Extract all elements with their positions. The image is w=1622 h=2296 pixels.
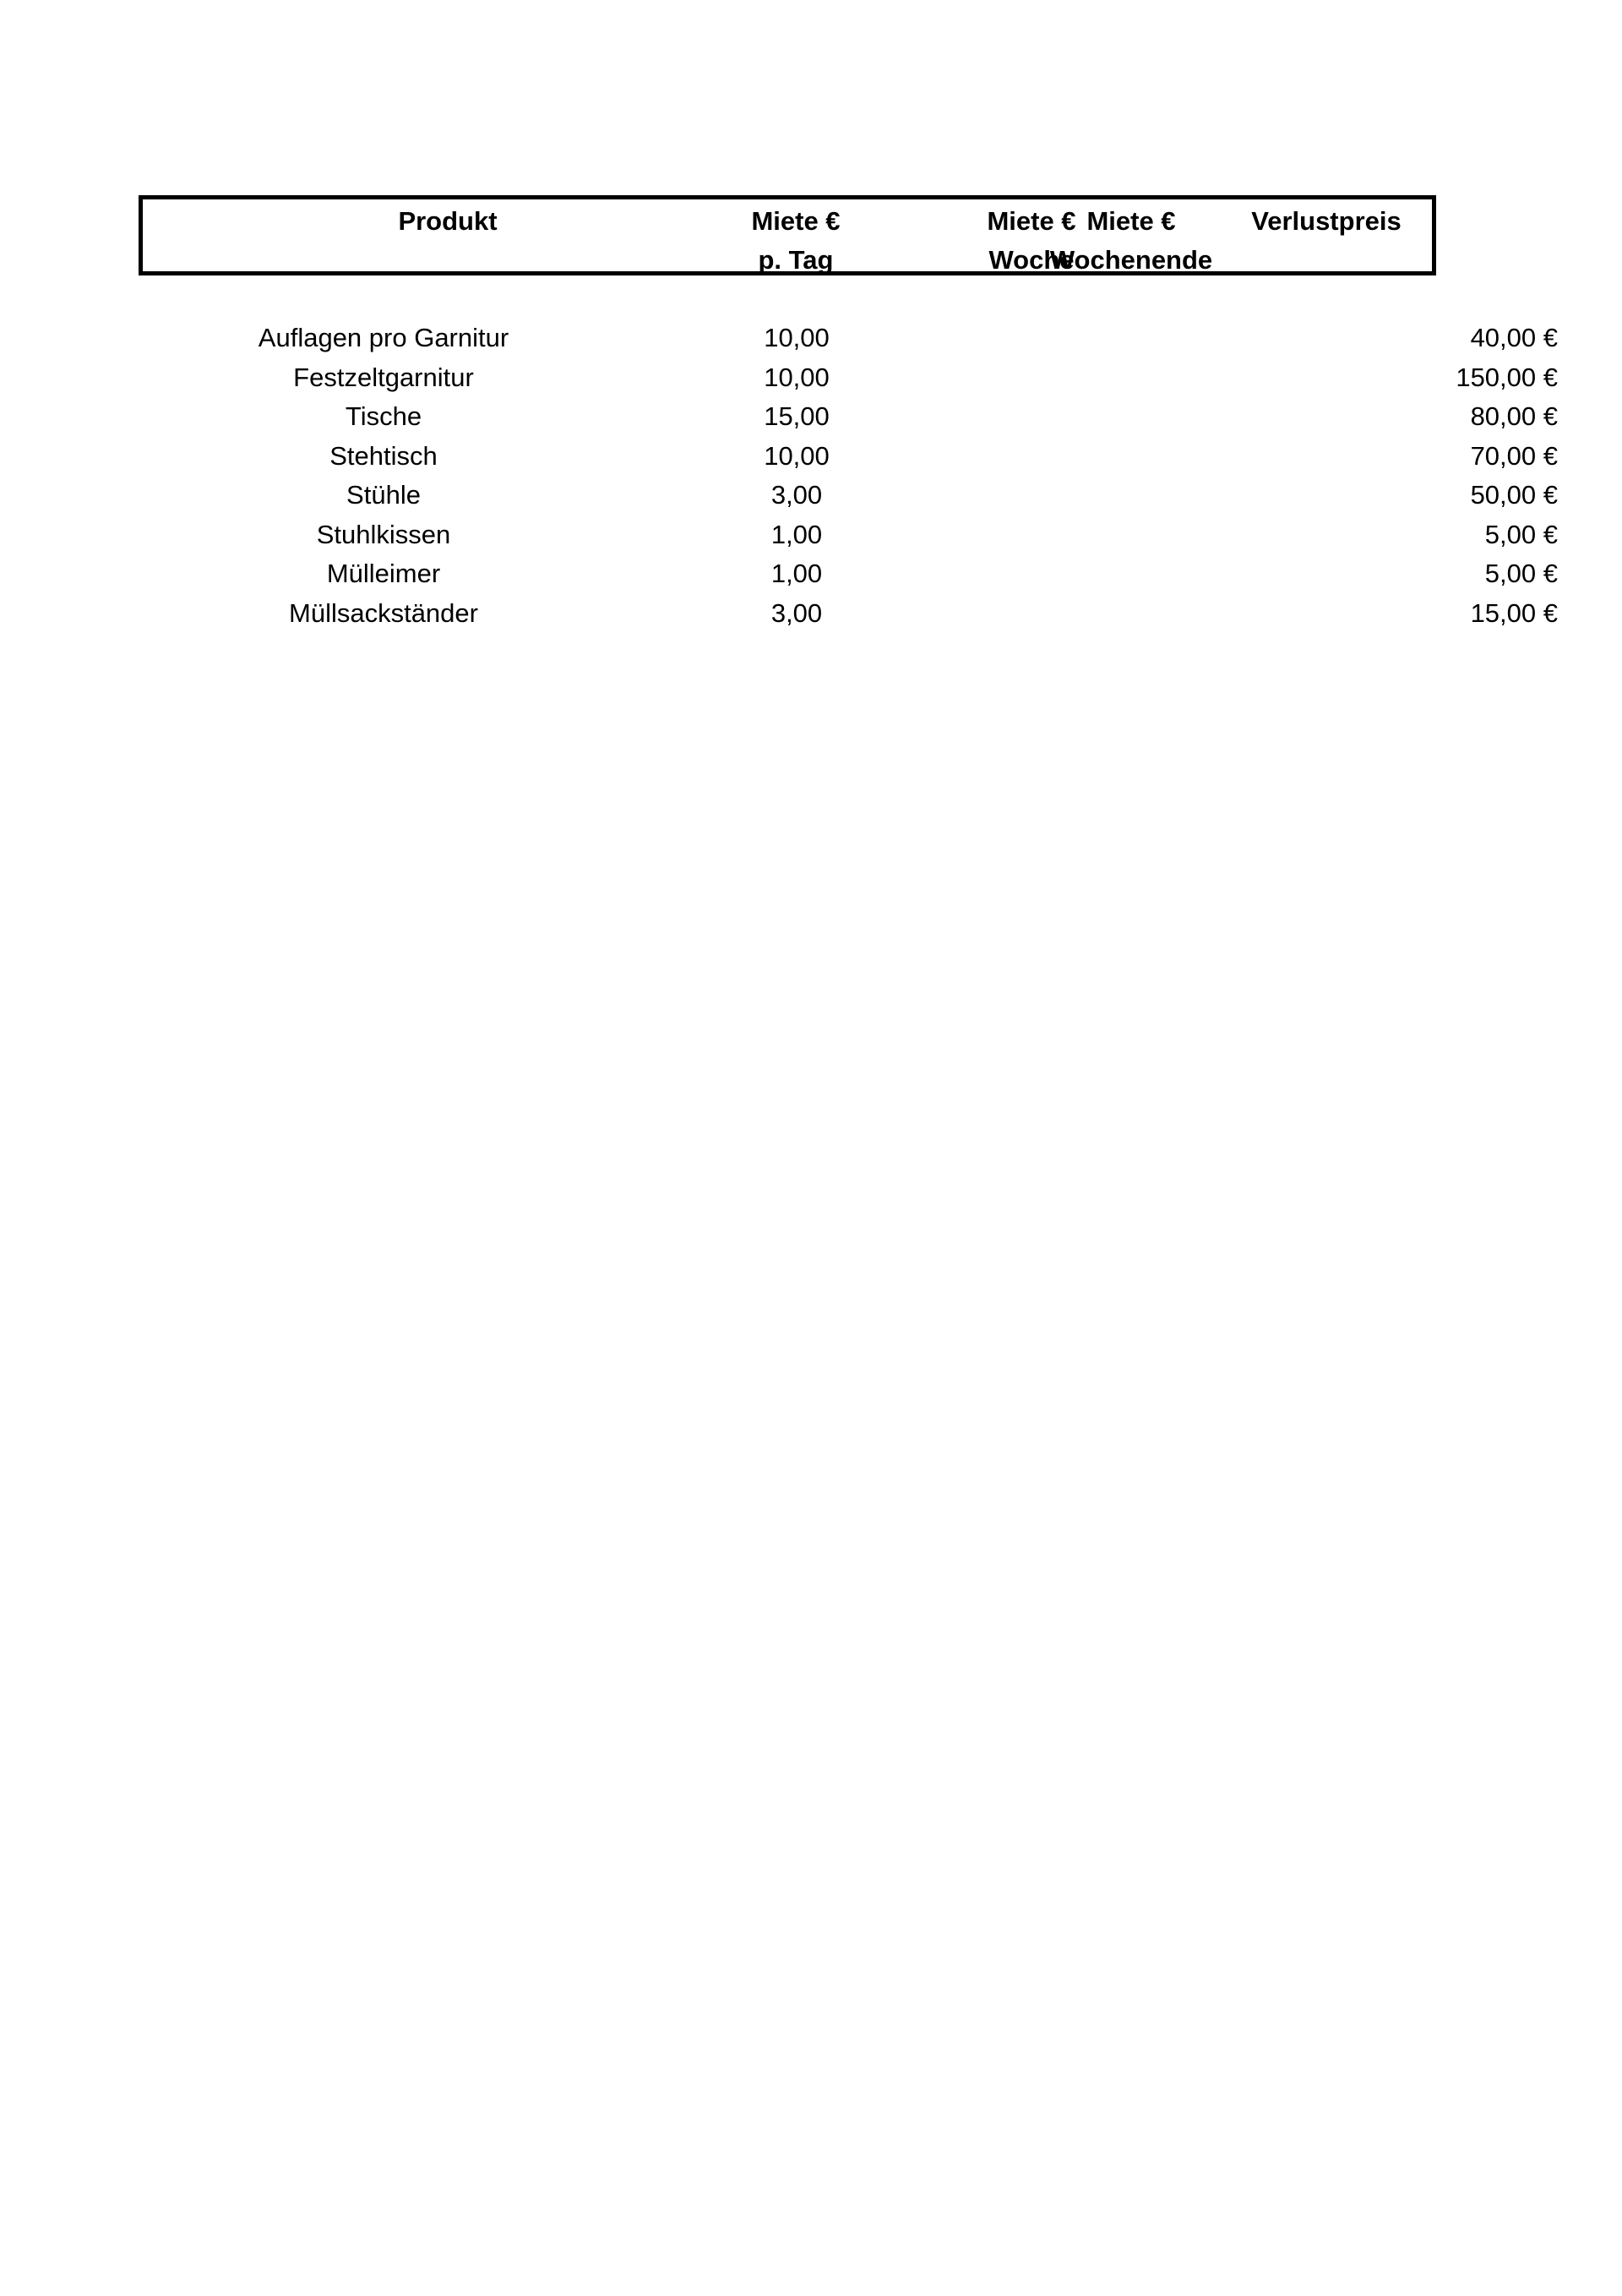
header-rent-week-line1: Miete € xyxy=(987,206,1076,236)
cell-rent-day: 3,00 xyxy=(770,597,823,628)
header-loss-price xyxy=(1231,202,1422,241)
cell-rent-day: 10,00 xyxy=(764,362,830,392)
cell-loss-price: 50,00 € xyxy=(1470,480,1558,510)
table-row xyxy=(139,554,1558,594)
header-rent-weekend xyxy=(1006,202,1256,280)
table-row xyxy=(139,594,1558,634)
cell-product: Festzeltgarnitur xyxy=(293,362,474,392)
cell-product: Stehtisch xyxy=(329,440,438,471)
table-row xyxy=(139,358,1558,398)
cell-loss-price: 5,00 € xyxy=(1484,519,1558,549)
cell-rent-day: 10,00 xyxy=(764,323,830,352)
cell-product: Müllsackständer xyxy=(289,597,478,628)
header-loss-price-line: Verlustpreis xyxy=(1251,206,1402,236)
header-rent-day-line2: p. Tag xyxy=(758,245,834,275)
header-rent-day-line1: Miete € xyxy=(751,206,841,236)
cell-loss-price: 5,00 € xyxy=(1484,559,1558,588)
cell-loss-price: 150,00 € xyxy=(1456,362,1558,392)
cell-loss-price: 40,00 € xyxy=(1470,323,1558,352)
table-row xyxy=(139,476,1558,515)
header-rent-weekend-line1: Miete € xyxy=(1086,206,1176,236)
cell-loss-price: 15,00 € xyxy=(1470,597,1558,628)
table-row xyxy=(139,515,1558,555)
cell-product: Stühle xyxy=(346,480,421,510)
table-row xyxy=(139,437,1558,477)
table-body xyxy=(139,319,1558,633)
cell-rent-day: 15,00 xyxy=(764,401,830,431)
header-rent-weekend-line2: Wochenende xyxy=(1049,245,1213,275)
cell-loss-price: 70,00 € xyxy=(1470,440,1558,471)
header-rent-day xyxy=(656,202,935,280)
table-row xyxy=(139,397,1558,437)
cell-loss-price: 80,00 € xyxy=(1470,401,1558,431)
cell-rent-day: 3,00 xyxy=(770,480,823,510)
cell-rent-day: 1,00 xyxy=(770,559,823,588)
table-header xyxy=(139,195,1436,275)
header-rent-week-line2: Woche xyxy=(988,245,1075,275)
cell-product: Mülleimer xyxy=(326,559,441,588)
table-row xyxy=(139,319,1558,358)
header-product-line: Produkt xyxy=(398,206,498,236)
cell-rent-day: 1,00 xyxy=(770,519,823,549)
cell-rent-day: 10,00 xyxy=(764,440,830,471)
cell-product: Tische xyxy=(345,401,422,431)
cell-product: Auflagen pro Garnitur xyxy=(258,323,509,352)
cell-product: Stuhlkissen xyxy=(316,519,451,549)
